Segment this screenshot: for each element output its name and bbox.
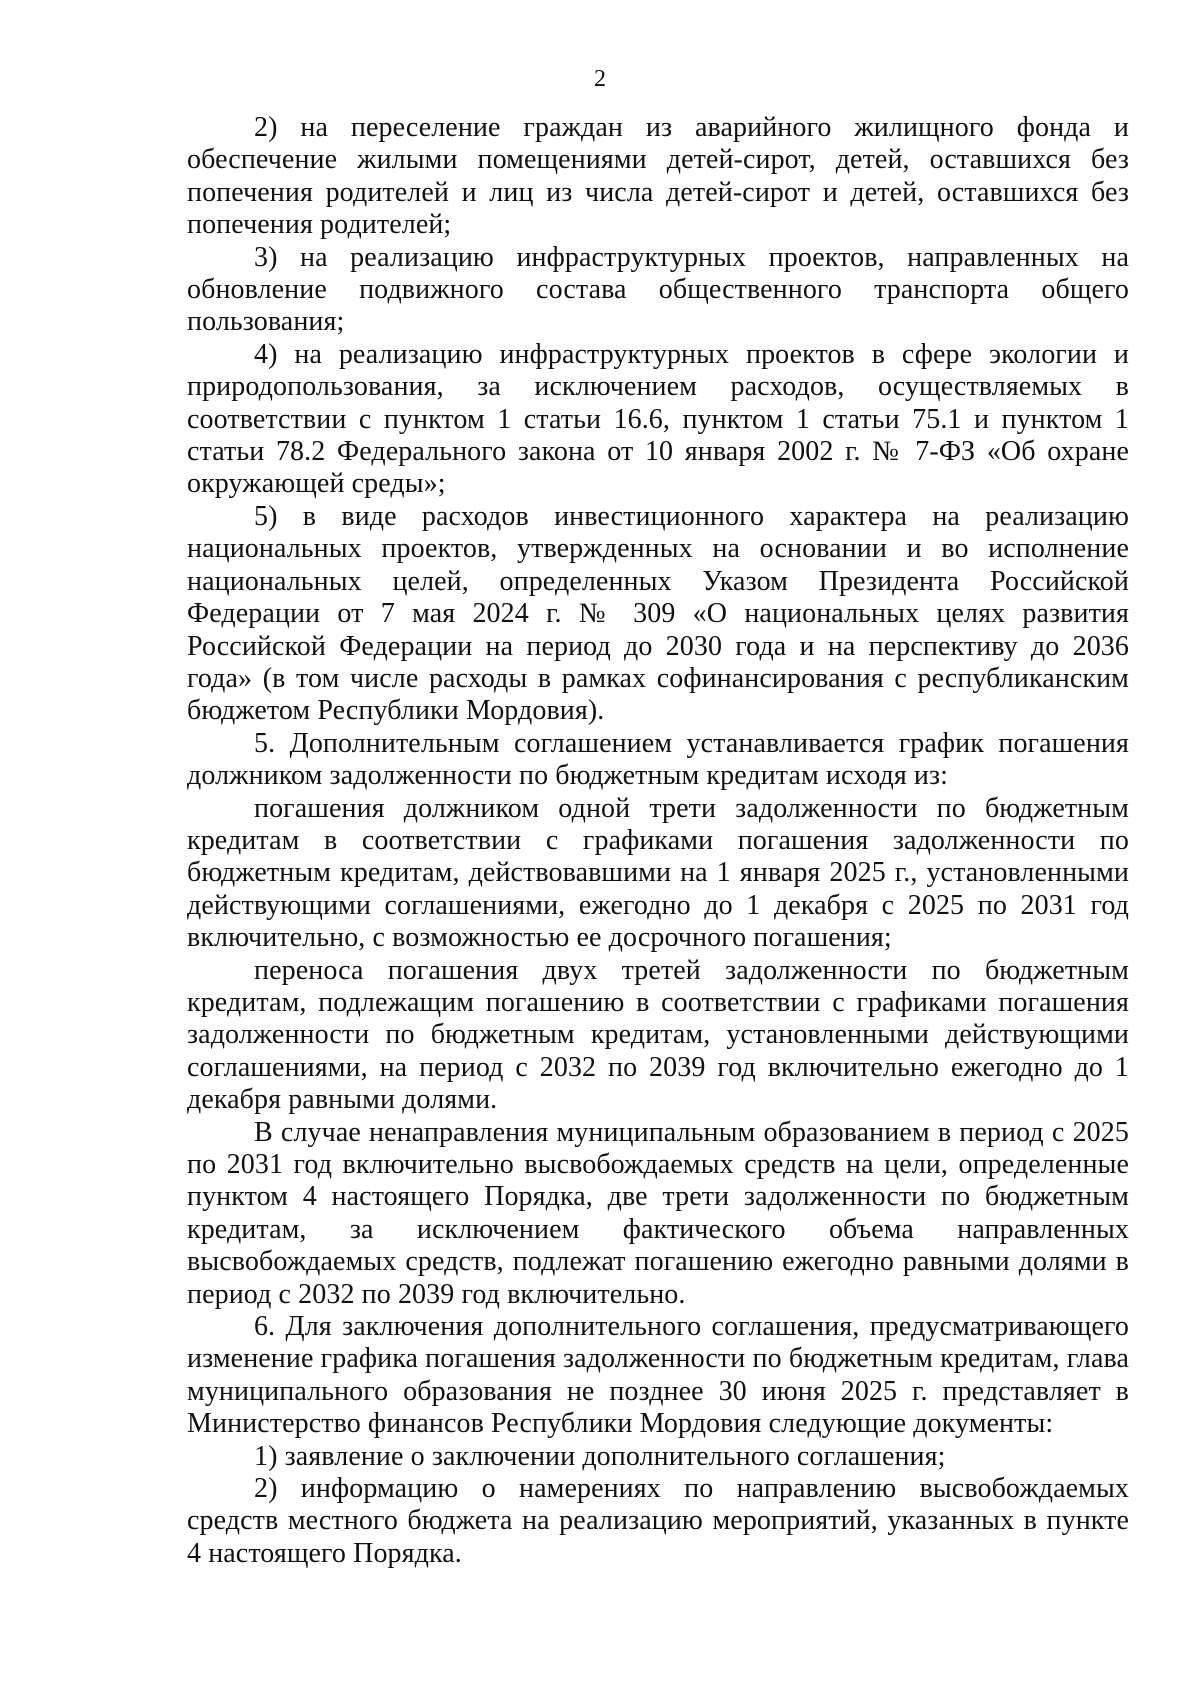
page-number: 2 [594,66,606,92]
paragraph-item-3-transport: 3) на реализацию инфраструктурных проектов, направленных на обновление подвижного состава общественного транспорта общего пользования; [187,241,1129,338]
paragraph-non-direction-case: В случае ненаправления муниципальным образованием в период с 2025 по 2031 год включительно высвобождаемых средств на цели, определенные пунктом 4 настоящего Порядка, две трети задолженности по бюджетным кредитам, за исключением фактического объема направленных высвобождаемых средств, подлежат погашению ежегодно равными долями в период с 2032 по 2039 год включительно. [187,1116,1129,1310]
paragraph-section-5-schedule: 5. Дополнительным соглашением устанавливается график погашения должником задолженности по бюджетным кредитам исходя из: [187,727,1129,792]
paragraph-item-2-resettlement: 2) на переселение граждан из аварийного жилищного фонда и обеспечение жилыми помещениями детей-сирот, детей, оставшихся без попечения родителей и лиц из числа детей-сирот и детей, оставшихся без попечения родителей; [187,112,1129,241]
paragraph-item-4-ecology: 4) на реализацию инфраструктурных проектов в сфере экологии и природопользования, за исключением расходов, осуществляемых в соответствии с пунктом 1 статьи 16.6, пунктом 1 статьи 75.1 и пунктом 1 статьи 78.2 Федерального закона от 10 января 2002 г. № 7-ФЗ «Об охране окружающей среды»; [187,338,1129,500]
paragraph-item-5-national-projects: 5) в виде расходов инвестиционного характера на реализацию национальных проектов, утвержденных на основании и во исполнение национальных целей, определенных Указом Президента Российской Федерации от 7 мая 2024 г. № 309 «О национальных целях развития Российской Федерации на период до 2030 года и на перспективу до 2036 года» (в том числе расходы в рамках софинансирования с республиканским бюджетом Республики Мордовия). [187,500,1129,727]
document-body [187,112,1129,1570]
paragraph-section-6-documents: 6. Для заключения дополнительного соглашения, предусматривающего изменение графика погашения задолженности по бюджетным кредитам, глава муниципального образования не позднее 30 июня 2025 г. представляет в Министерство финансов Республики Мордовия следующие документы: [187,1311,1129,1440]
paragraph-transfer-two-thirds: переноса погашения двух третей задолженности по бюджетным кредитам, подлежащим погашению в соответствии с графиками погашения задолженности по бюджетным кредитам, установленными действующими соглашениями, на период с 2032 по 2039 год включительно ежегодно до 1 декабря равными долями. [187,954,1129,1116]
paragraph-repayment-one-third: погашения должником одной трети задолженности по бюджетным кредитам в соответствии с графиками погашения задолженности по бюджетным кредитам, действовавшими на 1 января 2025 г., установленными действующими соглашениями, ежегодно до 1 декабря с 2025 по 2031 год включительно, с возможностью ее досрочного погашения; [187,792,1129,954]
paragraph-document-2-information: 2) информацию о намерениях по направлению высвобождаемых средств местного бюджета на реализацию мероприятий, указанных в пункте 4 настоящего Порядка. [187,1473,1129,1569]
paragraph-document-1-application: 1) заявление о заключении дополнительного соглашения; [254,1440,946,1472]
